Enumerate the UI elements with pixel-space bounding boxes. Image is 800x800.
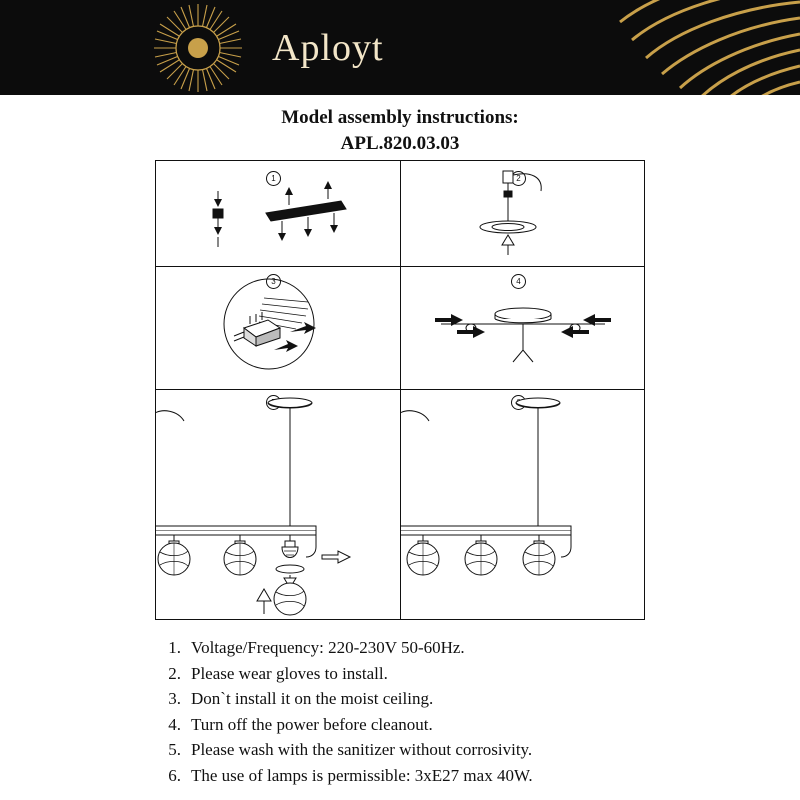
align-bar-illustration: [401, 266, 646, 389]
note-number: 1.: [168, 638, 181, 657]
assembly-diagram-grid: [155, 160, 645, 620]
note-number: 2.: [168, 663, 181, 683]
note-number: 3.: [168, 689, 181, 708]
title-primary: Model assembly instructions:: [281, 107, 519, 128]
list-item: [155, 763, 675, 789]
note-text: Voltage/Frequency: 220-230V 50-60Hz.: [191, 638, 465, 657]
diagram-step-4: [401, 266, 646, 389]
list-item: [155, 635, 675, 661]
note-text: Don`t install it on the moist ceiling.: [191, 689, 434, 708]
note-number: 5.: [168, 740, 181, 759]
diagram-step-2: [401, 161, 646, 266]
finished-fixture-illustration: [401, 389, 646, 619]
list-item: [155, 686, 675, 712]
step-number-badge: 3: [266, 274, 281, 289]
list-item: [155, 661, 675, 687]
header-banner: [0, 0, 800, 95]
sunburst-ornament: [128, 2, 268, 94]
ceiling-plate-illustration: [401, 161, 646, 266]
diagram-step-5: [156, 389, 401, 619]
note-number: 6.: [168, 765, 181, 785]
install-shade-illustration: [156, 389, 401, 619]
fan-rays-ornament: [500, 0, 800, 95]
model-code: APL.820.03.03: [340, 133, 460, 154]
step-number-badge: 1: [266, 171, 281, 186]
wiring-terminal-illustration: [156, 266, 401, 389]
note-number: 4.: [168, 714, 181, 734]
list-item: [155, 712, 675, 738]
note-text: Turn off the power before cleanout.: [191, 714, 433, 734]
note-text: Please wash with the sanitizer without corrosivity.: [191, 740, 533, 759]
brand-logo-text: Aployt: [272, 27, 384, 69]
note-text: Please wear gloves to install.: [191, 663, 388, 683]
step-number-badge: 2: [511, 171, 526, 186]
note-text: The use of lamps is permissible: 3xE27 max 40W.: [191, 765, 533, 785]
step-number-badge: 4: [511, 274, 526, 289]
diagram-step-3: [156, 266, 401, 389]
diagram-step-6: [401, 389, 646, 619]
safety-notes-list: [155, 635, 675, 788]
list-item: [155, 737, 675, 763]
mount-bracket-illustration: [156, 161, 401, 266]
diagram-step-1: [156, 161, 401, 266]
page-title: [0, 105, 800, 157]
